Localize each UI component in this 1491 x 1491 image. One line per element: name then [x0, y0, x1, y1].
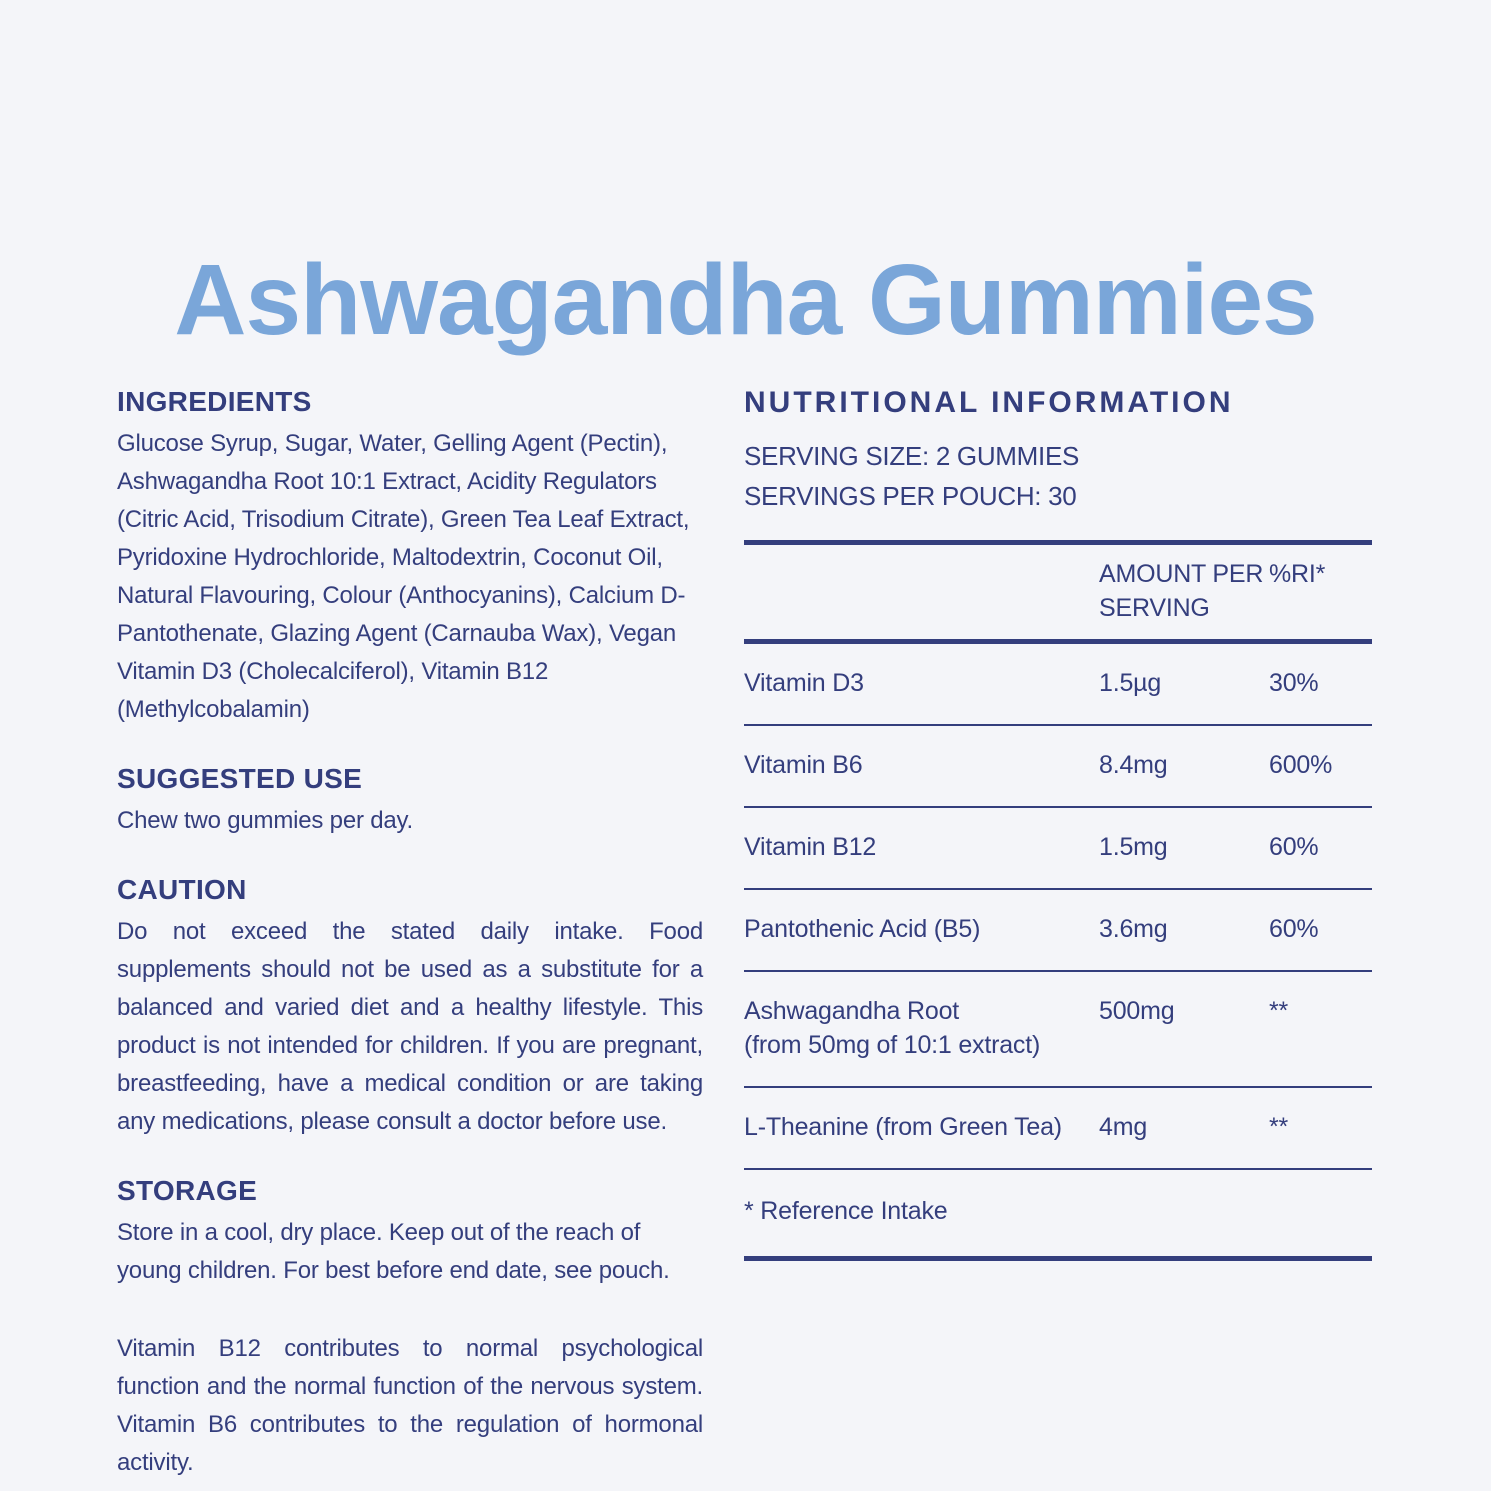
- header-ri: %RI*: [1269, 560, 1326, 588]
- nutrient-ri: 60%: [1269, 915, 1319, 943]
- nutrient-name: Vitamin B6: [744, 751, 863, 779]
- nutrient-amount: 4mg: [1099, 1113, 1148, 1141]
- storage-heading: STORAGE: [117, 1175, 258, 1206]
- nutrition-column: [744, 386, 1372, 1261]
- nutrient-name-sub: (from 50mg of 10:1 extract): [744, 1031, 1041, 1059]
- nutrition-heading: NUTRITIONAL INFORMATION: [744, 386, 1234, 419]
- page-title: Ashwagandha Gummies: [174, 244, 1317, 356]
- section-ingredients: [117, 386, 703, 729]
- nutrient-name: Pantothenic Acid (B5): [744, 915, 981, 943]
- nutrient-name: Ashwagandha Root (from 50mg of 10:1 extract): [744, 994, 1099, 1062]
- ingredients-heading: INGREDIENTS: [117, 386, 312, 417]
- caution-heading: CAUTION: [117, 874, 247, 905]
- table-footnote-row: [744, 1170, 1372, 1261]
- servings-per-pouch: SERVINGS PER POUCH: 30: [744, 481, 1077, 511]
- table-header-row: [744, 540, 1372, 644]
- table-row: [744, 890, 1372, 972]
- vitamin-benefits-note: Vitamin B12 contributes to normal psychological function and the normal function of the nervous system. Vitamin B6 contributes to the regulation of hormonal activity.: [117, 1335, 703, 1476]
- nutrient-ri: **: [1269, 1113, 1289, 1141]
- suggested-use-heading: SUGGESTED USE: [117, 763, 363, 794]
- nutrient-name: Vitamin D3: [744, 669, 864, 697]
- table-row: [744, 1088, 1372, 1170]
- left-column: [117, 386, 703, 1482]
- nutrient-name: Vitamin B12: [744, 833, 877, 861]
- section-suggested-use: [117, 763, 703, 840]
- nutrient-amount: 8.4mg: [1099, 751, 1168, 779]
- serving-size: SERVING SIZE: 2 GUMMIES: [744, 441, 1080, 471]
- header-amount-per-serving: AMOUNT PER SERVING: [1099, 560, 1264, 622]
- table-row: [744, 644, 1372, 726]
- ingredients-text: Glucose Syrup, Sugar, Water, Gelling Agent (Pectin), Ashwagandha Root 10:1 Extract, Acidity Regulators (Citric Acid, Trisodium Citrate), Green Tea Leaf Extract, Pyridoxine Hydrochloride, Maltodextrin, Coconut Oil, Natural Flavouring, Colour (Anthocyanins), Calcium D-Pantothenate, Glazing Agent (Carnauba Wax), Vegan Vitamin D3 (Cholecalciferol), Vitamin B12 (Methylcobalamin): [117, 430, 690, 723]
- nutrient-amount: 1.5mg: [1099, 833, 1168, 861]
- nutrient-ri: 600%: [1269, 751, 1333, 779]
- section-caution: [117, 874, 703, 1141]
- nutrient-amount: 1.5µg: [1099, 669, 1162, 697]
- table-row: [744, 808, 1372, 890]
- table-row: [744, 726, 1372, 808]
- caution-text: Do not exceed the stated daily intake. Food supplements should not be used as a substitute for a balanced and varied diet and a healthy lifestyle. This product is not intended for children. If you are pregnant, breastfeeding, have a medical condition or are taking any medications, please consult a doctor before use.: [117, 918, 703, 1135]
- suggested-use-text: Chew two gummies per day.: [117, 807, 414, 834]
- nutrient-amount: 500mg: [1099, 997, 1175, 1025]
- storage-text: Store in a cool, dry place. Keep out of the reach of young children. For best before end date, see pouch.: [117, 1219, 670, 1284]
- reference-intake-note: * Reference Intake: [744, 1197, 948, 1225]
- nutrient-amount: 3.6mg: [1099, 915, 1168, 943]
- nutrient-ri: 60%: [1269, 833, 1319, 861]
- nutrient-name: L-Theanine (from Green Tea): [744, 1113, 1062, 1141]
- nutrition-table: [744, 540, 1372, 1261]
- table-row: [744, 972, 1372, 1088]
- section-storage: [117, 1175, 703, 1290]
- nutrient-ri: 30%: [1269, 669, 1319, 697]
- nutrient-ri: **: [1269, 997, 1289, 1025]
